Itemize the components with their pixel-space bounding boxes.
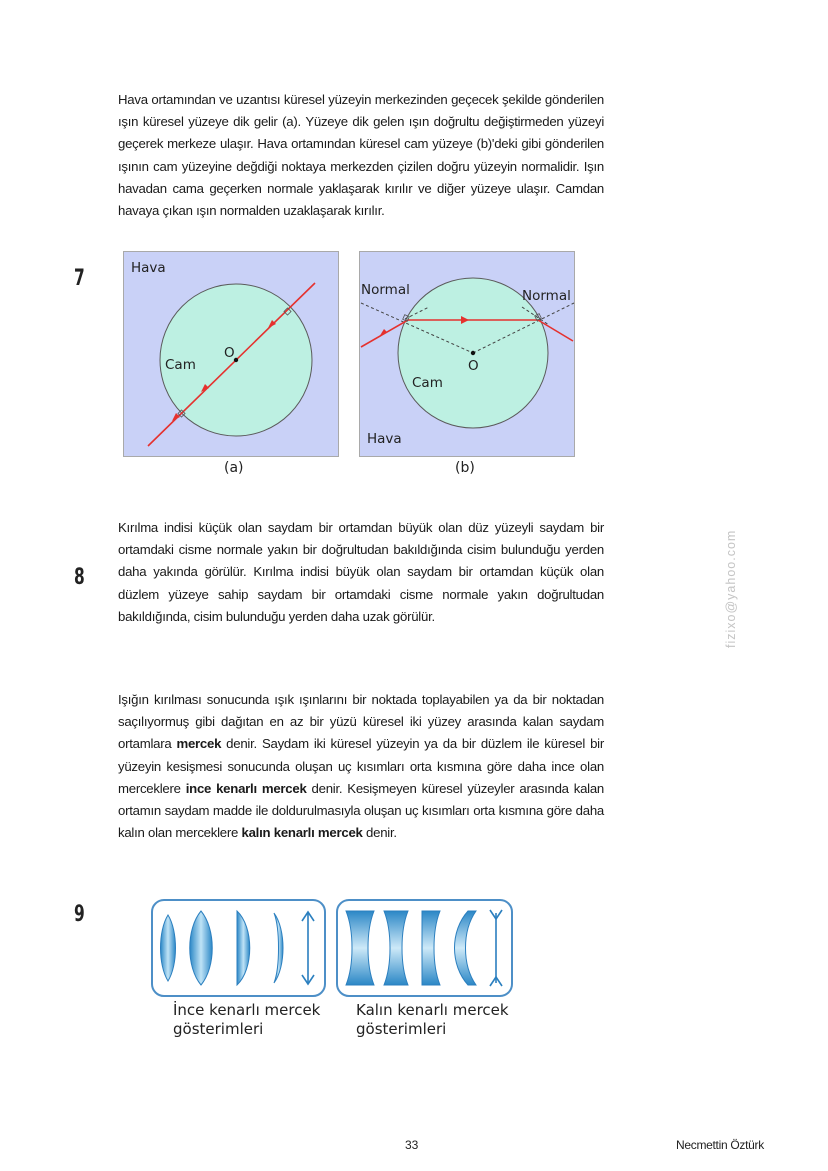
- item-number-8: 8: [74, 565, 85, 590]
- term-ince-kenarli: ince kenarlı mercek: [185, 780, 307, 796]
- thin-edged-lens-group: [152, 900, 325, 996]
- lens-types-figure: [150, 897, 515, 999]
- label-center-o: O: [224, 345, 235, 361]
- author-name: Necmettin Öztürk: [676, 1138, 764, 1152]
- thin-caption-line2: gösterimleri: [173, 1020, 264, 1038]
- lens-text-part3: denir. Kesişmeyen küresel yüzeyler arasında kalan ortamın saydam madde ile doldurulmasıyla oluşan uç kısımları orta kısmına göre daha kalın olan merceklere: [118, 780, 605, 841]
- intro-paragraph: Hava ortamından ve uzantısı küresel yüzeyin merkezinden geçecek şekilde gönderilen ışın küresel yüzeye dik gelir (a). Yüzeye dik gelen ışın doğrultu değiştirmeden yüzeyi geçerek merkeze ulaşır. Hava ortamından küresel cam yüzeye (b)'deki gibi gönderilen ışının cam yüzeyine değdiği noktaya merkezden çizilen doğru yüzeyin normalidir. Işın havadan cama geçerken normale yaklaşarak kırılır ve diğer yüzeye ulaşır. Camdan havaya çıkan ışın normalden uzaklaşarak kırılır.: [118, 92, 604, 219]
- caption-a: (a): [224, 460, 244, 476]
- label-cam: Cam: [165, 357, 196, 373]
- page-number: 33: [405, 1138, 419, 1152]
- thick-edged-lens-group: [337, 900, 512, 996]
- thick-caption-line1: Kalın kenarlı mercek: [356, 1001, 509, 1019]
- item8-paragraph: Kırılma indisi küçük olan saydam bir ortamdan büyük olan düz yüzeyli saydam bir ortamdaki cisme normale yakın bir doğrultudan bakıldığında cisim bulunduğu yerden daha yakında görülür. Kırılma indisi büyük olan saydam bir ortamdan küçük olan düzlem yüzeye sahip saydam bir ortamdaki cisme normale yakın doğrultudan bakıldığında, cisim bulunduğu yerden daha uzak görülür.: [118, 520, 604, 624]
- refraction-figure-a: [123, 251, 339, 457]
- term-kalin-kenarli: kalın kenarlı mercek: [241, 825, 363, 841]
- center-point: [471, 351, 475, 355]
- term-mercek: mercek: [176, 736, 222, 752]
- lens-paragraph: [118, 689, 604, 844]
- thick-caption-line2: gösterimleri: [356, 1020, 447, 1038]
- label-normal-left: Normal: [361, 282, 410, 298]
- label-hava: Hava: [367, 431, 402, 447]
- thick-lens-caption: [356, 1001, 509, 1039]
- watermark: fizixo@yahoo.com: [724, 529, 738, 648]
- refraction-figure-b: [359, 251, 575, 457]
- thin-lens-caption: [173, 1001, 320, 1039]
- lens-text-part1: Işığın kırılması sonucunda ışık ışınlarını bir noktada toplayabilen ya da bir noktadan saçılıyormuş gibi dağıtan en az bir yüzü küresel iki yüzey arasında kalan saydam ortamlara: [118, 692, 604, 752]
- label-center-o: O: [468, 358, 479, 374]
- item-number-7: 7: [74, 266, 85, 291]
- thin-caption-line1: İnce kenarlı mercek: [173, 1001, 321, 1019]
- label-cam: Cam: [412, 375, 443, 391]
- caption-b: (b): [455, 460, 475, 476]
- item-number-9: 9: [74, 902, 85, 927]
- label-normal-right: Normal: [522, 288, 571, 304]
- lens-text-part2: denir. Saydam iki küresel yüzeyin ya da bir düzlem ile küresel bir yüzeyin kesişmesi sonucunda oluşan uç kısımları orta kısmına göre daha ince olan merceklere: [118, 736, 604, 796]
- lens-text-part4: denir.: [362, 825, 397, 841]
- label-hava: Hava: [131, 260, 166, 276]
